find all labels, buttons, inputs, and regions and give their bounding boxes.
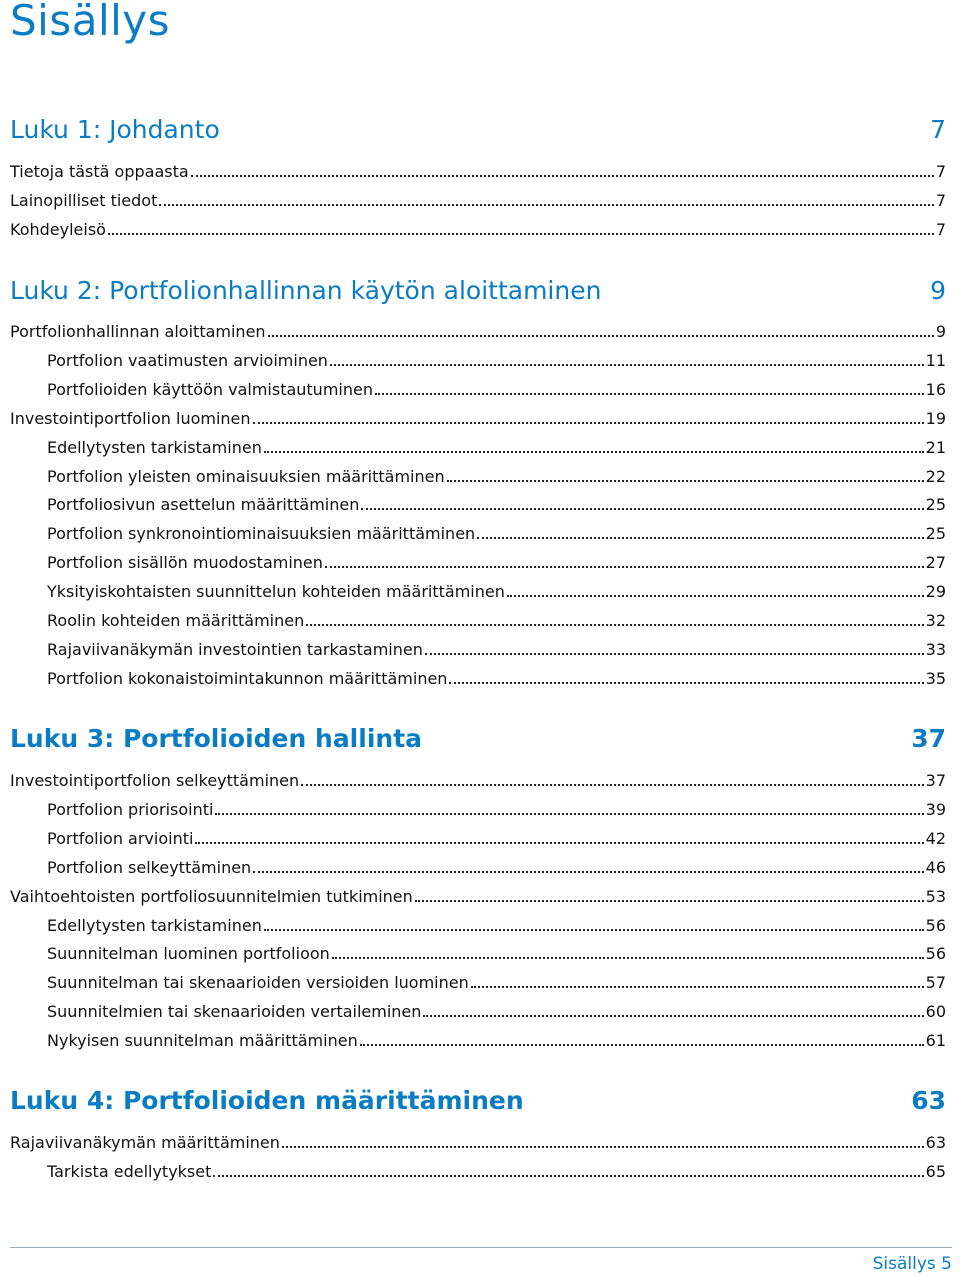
toc-entry-page: 29 (925, 582, 946, 601)
toc-entry[interactable] (10, 404, 946, 430)
dot-leader (218, 1174, 923, 1177)
toc-entry-label: Portfolionhallinnan aloittaminen (10, 322, 266, 341)
dot-leader (332, 956, 924, 959)
toc-entry[interactable] (47, 635, 946, 661)
toc-entry[interactable] (10, 766, 946, 792)
dot-leader (361, 507, 923, 510)
toc-entry[interactable] (47, 462, 946, 488)
toc-entry[interactable] (47, 433, 946, 459)
chapter-page: 37 (911, 723, 946, 753)
toc-entry-label: Lainopilliset tiedot (10, 191, 158, 210)
toc-entry-page: 63 (925, 1133, 946, 1152)
toc-entry-page: 33 (925, 640, 946, 659)
dot-leader (191, 174, 934, 177)
chapter-title: Luku 4: Portfolioiden määrittäminen (10, 1085, 524, 1115)
footer-section: Sisällys (872, 1254, 936, 1274)
toc-entry[interactable] (47, 911, 946, 937)
toc-entry-label: Roolin kohteiden määrittäminen (47, 611, 305, 630)
chapter-heading[interactable] (10, 273, 946, 307)
toc-entry[interactable] (47, 346, 946, 372)
toc-entry[interactable] (47, 939, 946, 965)
toc-entry-page: 21 (925, 438, 946, 457)
toc-entry[interactable] (47, 664, 946, 690)
toc-entry[interactable] (10, 186, 946, 212)
toc-entry-page: 19 (925, 409, 946, 428)
toc-entry[interactable] (47, 548, 946, 574)
toc-entry-label: Investointiportfolion luominen (10, 409, 251, 428)
page-title: Sisällys (10, 0, 171, 45)
toc-entry[interactable] (47, 997, 946, 1023)
toc-entry-label: Kohdeyleisö (10, 220, 106, 239)
dot-leader (447, 479, 924, 482)
dot-leader (425, 652, 924, 655)
toc-entry-page: 32 (925, 611, 946, 630)
dot-leader (415, 899, 924, 902)
toc-entry-label: Investointiportfolion selkeyttäminen (10, 771, 300, 790)
toc-entry[interactable] (47, 606, 946, 632)
toc-entry[interactable] (47, 375, 946, 401)
toc-entry-page: 11 (925, 351, 946, 370)
toc-entry[interactable] (10, 317, 946, 343)
toc-entry-label: Portfolion yleisten ominaisuuksien määrittäminen (47, 467, 445, 486)
dot-leader (375, 392, 924, 395)
toc-entry-page: 37 (925, 771, 946, 790)
toc-entry[interactable] (10, 1128, 946, 1154)
dot-leader (507, 594, 924, 597)
toc-entry-page: 46 (925, 858, 946, 877)
toc-entry-label: Tietoja tästä oppaasta (10, 162, 189, 181)
dot-leader (360, 1043, 924, 1046)
toc-entry[interactable] (47, 824, 946, 850)
toc-entry-page: 65 (925, 1162, 946, 1181)
toc-entry-label: Tarkista edellytykset. (47, 1162, 217, 1181)
dot-leader (282, 1145, 924, 1148)
chapter-page: 63 (911, 1085, 946, 1115)
chapter-title: Luku 2: Portfolionhallinnan käytön aloittaminen (10, 275, 602, 305)
toc-entry-label: Portfolion synkronointiominaisuuksien määrittäminen (47, 524, 476, 543)
toc-entry-page: 56 (925, 944, 946, 963)
chapter-page: 7 (930, 114, 946, 144)
dot-leader (195, 841, 923, 844)
dot-leader (330, 363, 924, 366)
toc-entry-label: Rajaviivanäkymän määrittäminen (10, 1133, 280, 1152)
toc-entry[interactable] (47, 795, 946, 821)
toc-entry-page: 25 (925, 495, 946, 514)
toc-entry-label: Edellytysten tarkistaminen (47, 916, 262, 935)
toc-entry[interactable] (47, 490, 946, 516)
chapter-heading[interactable] (10, 112, 946, 146)
page-footer (873, 1254, 952, 1274)
toc-entry-label: Portfoliosivun asettelun määrittäminen (47, 495, 360, 514)
toc-entry-label: Vaihtoehtoisten portfoliosuunnitelmien tutkiminen (10, 887, 413, 906)
toc-entry[interactable] (10, 215, 946, 241)
toc-entry[interactable] (10, 157, 946, 183)
toc-entry[interactable] (47, 577, 946, 603)
toc-entry-label: Portfolion vaatimusten arvioiminen (47, 351, 328, 370)
dot-leader (471, 985, 924, 988)
footer-divider (10, 1247, 952, 1248)
toc-entry-label: Nykyisen suunnitelman määrittäminen (47, 1031, 358, 1050)
toc-entry[interactable] (47, 519, 946, 545)
toc-entry-page: 60 (925, 1002, 946, 1021)
dot-leader (325, 565, 924, 568)
dot-leader (215, 812, 923, 815)
dot-leader (477, 536, 923, 539)
footer-page-number: 5 (941, 1254, 952, 1274)
toc-entry-page: 42 (925, 829, 946, 848)
toc-entry-label: Yksityiskohtaisten suunnittelun kohteiden määrittäminen (47, 582, 505, 601)
toc-entry-label: Portfolion arviointi (47, 829, 194, 848)
toc-entry[interactable] (10, 882, 946, 908)
dot-leader (108, 232, 934, 235)
toc-entry[interactable] (47, 853, 946, 879)
chapter-title: Luku 3: Portfolioiden hallinta (10, 723, 423, 753)
toc-entry[interactable] (47, 1026, 946, 1052)
toc-entry-page: 35 (925, 669, 946, 688)
toc-entry-label: Edellytysten tarkistaminen (47, 438, 262, 457)
toc-entry-page: 27 (925, 553, 946, 572)
toc-entry-label: Rajaviivanäkymän investointien tarkastaminen (47, 640, 423, 659)
toc-entry-label: Portfolion sisällön muodostaminen (47, 553, 323, 572)
toc-entry-page: 57 (925, 973, 946, 992)
toc-entry-label: Suunnitelmien tai skenaarioiden vertaileminen (47, 1002, 422, 1021)
toc-entry-page: 7 (935, 220, 946, 239)
dot-leader (423, 1014, 923, 1017)
toc-entry-page: 56 (925, 916, 946, 935)
dot-leader (268, 334, 934, 337)
toc-entry-label: Suunnitelman luominen portfolioon (47, 944, 330, 963)
dot-leader (301, 783, 924, 786)
toc-entry-label: Portfolioiden käyttöön valmistautuminen (47, 380, 373, 399)
toc-entry-label: Portfolion selkeyttäminen (47, 858, 252, 877)
toc-entry[interactable] (47, 968, 946, 994)
toc-entry-page: 53 (925, 887, 946, 906)
dot-leader (449, 681, 923, 684)
toc-entry-page: 25 (925, 524, 946, 543)
dot-leader (159, 203, 933, 206)
chapter-heading[interactable] (10, 721, 946, 755)
chapter-page: 9 (930, 275, 946, 305)
toc-entry-page: 22 (925, 467, 946, 486)
toc-entry-page: 7 (935, 191, 946, 210)
toc-entry-page: 61 (925, 1031, 946, 1050)
toc-entry[interactable] (47, 1157, 946, 1183)
dot-leader (264, 928, 924, 931)
chapter-heading[interactable] (10, 1083, 946, 1117)
dot-leader (264, 450, 924, 453)
toc-entry-page: 7 (935, 162, 946, 181)
chapter-title: Luku 1: Johdanto (10, 114, 220, 144)
dot-leader (306, 623, 923, 626)
toc-entry-page: 16 (925, 380, 946, 399)
toc-entry-page: 9 (935, 322, 946, 341)
dot-leader (253, 870, 923, 873)
dot-leader (253, 421, 924, 424)
toc-entry-page: 39 (925, 800, 946, 819)
toc-entry-label: Portfolion priorisointi (47, 800, 214, 819)
toc-entry-label: Portfolion kokonaistoimintakunnon määrittäminen (47, 669, 448, 688)
toc-entry-label: Suunnitelman tai skenaarioiden versioiden luominen (47, 973, 469, 992)
